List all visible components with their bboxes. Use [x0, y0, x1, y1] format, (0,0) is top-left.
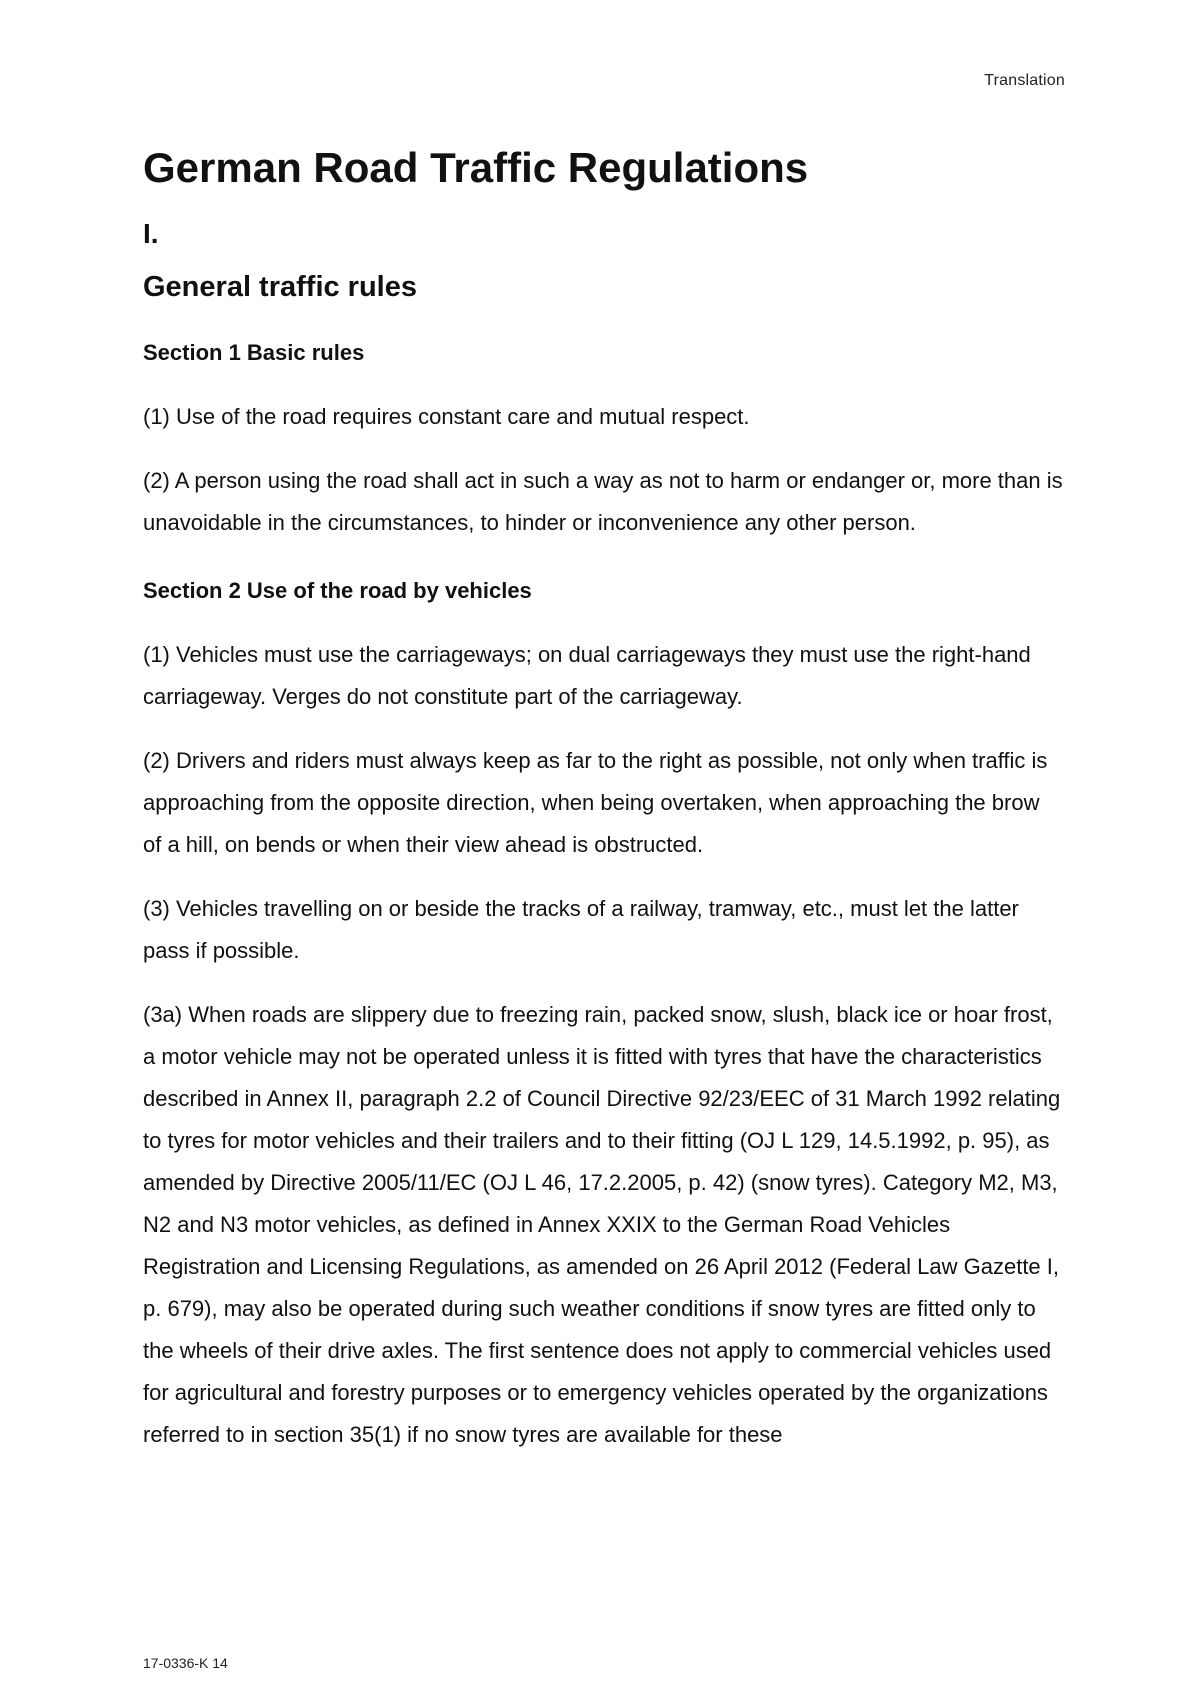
section-2-paragraph-3a: (3a) When roads are slippery due to freezing rain, packed snow, slush, black ice or hoar frost, a motor vehicle may not be operated unless it is fitted with tyres that have the characteristics described in Annex II, paragraph 2.2 of Council Directive 92/23/EEC of 31 March 1992 relating to tyres for motor vehicles and their trailers and to their fitting (OJ L 129, 14.5.1992, p. 95), as amended by Directive 2005/11/EC (OJ L 46, 17.2.2005, p. 42) (snow tyres). Category M2, M3, N2 and N3 motor vehicles, as defined in Annex XXIX to the German Road Vehicles Registration and Licensing Regulations, as amended on 26 April 2012 (Federal Law Gazette I, p. 679), may also be operated during such weather conditions if snow tyres are fitted only to the wheels of their drive axles. The first sentence does not apply to commercial vehicles used for agricultural and forestry purposes or to emergency vehicles operated by the organizations referred to in section 35(1) if no snow tyres are available for these — [143, 1002, 1061, 1447]
section-2-paragraph-3: (3) Vehicles travelling on or beside the tracks of a railway, tramway, etc., must let the latter pass if possible. — [143, 896, 1019, 963]
part-number: I. — [143, 218, 159, 249]
document-title: German Road Traffic Regulations — [143, 144, 809, 191]
section-1-heading: Section 1 Basic rules — [143, 340, 365, 365]
section-2-heading: Section 2 Use of the road by vehicles — [143, 578, 532, 603]
document-content — [143, 142, 1063, 1456]
header-translation-note: Translation — [984, 72, 1065, 89]
section-1-paragraph-2: (2) A person using the road shall act in such a way as not to harm or endanger or, more than is unavoidable in the circumstances, to hinder or inconvenience any other person. — [143, 468, 1063, 535]
footer-document-reference: 17-0336-K 14 — [143, 1655, 228, 1671]
section-2-paragraph-1: (1) Vehicles must use the carriageways; on dual carriageways they must use the right-hand carriageway. Verges do not constitute part of the carriageway. — [143, 642, 1031, 709]
section-2-paragraph-2: (2) Drivers and riders must always keep as far to the right as possible, not only when traffic is approaching from the opposite direction, when being overtaken, when approaching the brow of a hill, on bends or when their view ahead is obstructed. — [143, 748, 1048, 857]
section-1-paragraph-1: (1) Use of the road requires constant care and mutual respect. — [143, 404, 750, 429]
part-title: General traffic rules — [143, 271, 417, 303]
